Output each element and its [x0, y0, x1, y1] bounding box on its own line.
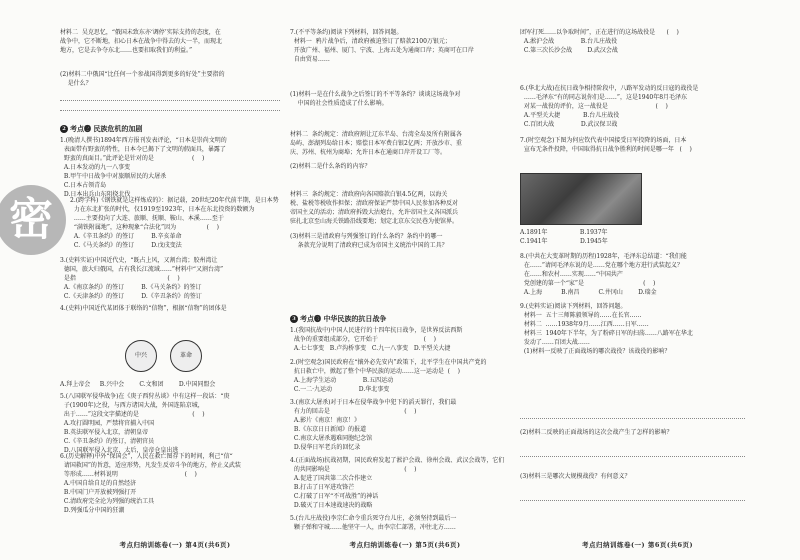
- question-1: 1.(我国抗战中)中国人民进行的十四年抗日战争，是世界反法西斯 战争的重要组成部分，它开始于 ( ) A.七七事变 B.卢沟桥事变 C.九一八事变 D.平型关大捷: [290, 327, 463, 352]
- token-coin-icon: 中兴: [125, 340, 157, 372]
- question-9: 9.(史料实证)阅读下列材料，回答问题。 材料一 五十三师陈毅领导的……在长官…… 材料二 ……1938年9月……江西……日军…… 材料三 1940年下半年，为了粉碎日军的扫荡……八路军在华北 发动了……百团大战…… (1)材料一反映了正面战场的哪次战役？该战役的影响？: [520, 303, 693, 355]
- answer-line[interactable]: [520, 500, 745, 501]
- material-two-text: 材料二 吴克思忆，“俄国未致东亦‘调停’实际支持的态度，在 战争中，它不断地，扣心日本在战争中得去的大一半，而现北 地方，它是去争夺东北……也要扣取我们的利益。”: [60, 29, 223, 54]
- page-5-column: [290, 0, 520, 560]
- question-8: 8.(中共在大变革时期的历程)1928年，毛泽东总结道：“我们能 在……”请问毛泽东说的是……党在哪个地方进行武装起义？ 在……和农村……实现……“中国共产 党创建的第一个“家”是 ( ) A.上海 B.南昌 C.井冈山 D.瑞金: [520, 253, 687, 296]
- answer-line[interactable]: [520, 418, 745, 419]
- section-number-icon: 2: [60, 125, 68, 133]
- page-4-column: [60, 0, 290, 560]
- question-3: 3.(史料实证)中国近代史，“既占上风，又割台湾；胶州湾让 德国，旅大归俄国，占有我长江流域……”材料中“又割台湾” 是指 ( ) A.《南京条约》的签订 B.《马关条约》的签订 C.《天津条约》的签订 D.《辛丑条约》的签订: [60, 257, 224, 300]
- surrender-ceremony-photo: [520, 173, 642, 225]
- question-4: 4.(史料)中国近代某团体于联络的“信物”，根据“信物”的团体是: [60, 305, 227, 312]
- secret-stamp: 密: [0, 185, 66, 255]
- question-7: 7.(时空观念)下图为何应钦代表中国接受日军投降的场面，日本 宣布无条件投降，中国取得抗日战争胜利的时间是哪一年 ( ): [520, 137, 692, 153]
- question-6: 6.(历史解释)中外“保国会”，人民在救亡图存下的时间，利己“信“ 请国救国”的旨意，适应形势，凡发生反帝斗争的地方，停止义武装 等形成……材料说明 ( ) A.中国自给自足的自然经济 B.中国门户开放被列强打开 C.清政府完全沦为列强的统治工具 D.列强瓜分中国的狂潮: [60, 453, 241, 514]
- answer-line[interactable]: [60, 100, 280, 101]
- page-footer: 考点归纳训练卷(一) 第6页(共6页): [581, 541, 694, 549]
- section-heading: 2 考点❷ 民族危机的加剧: [60, 124, 142, 133]
- question-7-part-3: (3)材料三是清政府与列强签订的什么条约？条约中的哪一 条款充分说明了清政府已成为帝国主义统治中国的工具？: [290, 233, 448, 249]
- section-number-icon: 3: [290, 315, 298, 323]
- question-7-part-2: (2)材料二是什么条约的内容？: [290, 163, 371, 170]
- question-2: 2.(跨学科)《钢铁就是这样炼成的》：据记载，20世纪20年代前半期，是日本势 力在东北扩张的时代，仅1919至1923年，日本在东北投资的数额为 ……主要投向了大连、旅顺、抚顺、鞍山、本溪……至于 “满铁附属地”，这种现象“合法化”因为 ( ) A.《辛丑条约》的签订 B.辛亥革命 C.《马关条约》的签订 D.戊戌变法: [70, 197, 279, 249]
- token-images: [115, 340, 235, 374]
- question-7-part-1: (1)材料一是在什么战争之后签订的不平等条约？谈谈这场战争对 中国的社会性质造成了什么影响。: [290, 91, 461, 107]
- question-7-material-one: 7.(不平等条约)阅读下列材料，回答问题。 材料一 鸦片战争后，清政府被迫签订了赔款2100万银元； 开放广州、福州、厦门、宁波、上海五处为通商口岸；英商可在口岸 自由贸易……: [290, 29, 474, 63]
- question-4: 4.(正面战场)抗战初期，国民政府发起了淞沪会战、徐州会战、武汉会战等，它们 的共同影响是 ( ) A.促进了国共第二次合作建立 B.打击了日军进攻锋芒 C.打破了日军“不可战胜”的神话 D.破灭了日本速战速决的战略: [290, 457, 505, 509]
- question-2: 2.(时空观念)国民政府在“攘外必先安内”政策下，北平学生在中国共产党的 抗日救亡中，掀起了整个中华民族的运动……这一运动是 ( ) A.上海学生运动 B.五四运动 C.一二·九运动 D.华北事变: [290, 359, 487, 393]
- section-title: 中华民族的抗日战争: [323, 314, 387, 323]
- question-4-options: A.拜上帝会 B.兴中会 C.文和团 D.中国同盟会: [60, 381, 216, 388]
- section-heading: 3 考点❸ 中华民族的抗日战争: [290, 314, 386, 323]
- question-6: 6.(华北大战)在抗日战争相持阶段中，八路军发动的反日寇的战役是 ……毛泽东“有的同志说你们是……”，这是1940年8月毛泽东 对某一战役的评价，这一战役是 ( ) A.平型关大捷 B.台儿庄战役 C.百团大战 D.武汉保卫战: [520, 85, 699, 128]
- question-7-material-two: 材料二 条约规定：清政府割让辽东半岛、台湾全岛及所有附属各 岛屿、澎湖列岛给日本；赔偿日本军费白银2亿两；开放沙市、重 庆、苏州、杭州为商埠；允许日本在通商口岸开设工厂等。: [290, 131, 462, 156]
- question-5: 5.(台儿庄战役)李宗仁命令重兵死守台儿庄，必须坚持到最后一 颗子弹和守城……他坚守一人，由李宗仁部署，冲往北方……: [290, 515, 457, 531]
- question-9-part-2: (2)材料二反映的正面战场的这次会战产生了怎样的影响？: [520, 429, 673, 436]
- answer-line[interactable]: [520, 456, 745, 457]
- answer-line[interactable]: [60, 110, 280, 111]
- section-title: 民族危机的加剧: [93, 124, 143, 133]
- question-2-prompt: (2)材料二中俄国“比任何一个参战国得到更多的好处”主要指的 是什么？: [60, 71, 225, 87]
- page-footer: 考点归纳训练卷(一) 第4页(共6页): [119, 541, 231, 549]
- question-3: 3.(南京大屠杀)对于日本在侵华战争中犯下的滔天罪行，我们最 有力的回击是 ( ) A.影片《南京！南京！》 B.《东京日日新闻》的报道 C.南京大屠杀遇难同胞纪念馆 D.侵华日军老兵的回忆录: [290, 399, 457, 451]
- question-5: 5.(八国联军侵华战争)在《庚子西狩丛谈》中有这样一段话：“庚 子(1900年)之役，与西方诸国大战，外国连陷京城， 出于……”这段文字描述的是 ( ) A.攻打圆明园，严禁将官捕入中国 B.英法联军侵入北京，清朝皇帝 C.《辛丑条约》的签订，清朝官员 D.八国联军侵入北京，太后，皇帝仓皇出逃: [60, 393, 230, 454]
- page-footer: 考点归纳训练卷(一) 第5页(共6页): [349, 541, 461, 549]
- question-7-material-three: 材料三 条约规定：清政府向各国赔款白银4.5亿两，以海关 税、盐税等税收作担保；清政府保证严禁中国人民参加各种反对 帝国主义的活动；清政府拆毁大沽炮台，允许帝国主义各国派兵 驻扎北京至山海关铁路沿线要地；划定北京东交民巷为使馆界。: [290, 191, 459, 225]
- question-9-part-3: (3)材料三是哪次大规模战役？有何意义？: [520, 473, 631, 480]
- question-5-continued: 团军打死……以争取时间”，正在进行的这场战役是 ( ) A.淞沪会战 B.台儿庄战役 C.第三次长沙会战 D.武汉会战: [520, 29, 679, 54]
- page-6-column: [520, 0, 755, 560]
- token-coin-icon: 革命: [170, 340, 202, 372]
- question-1: 1.(晚清人撰书)1894年西方报刊发表评论，“日本是崇尚文明的 表面带有野蛮的特性，日本今已揭下了文明的假面具，暴露了 野蛮的真面目。”此评论是针对的是 ( ) A.日本发动的九一八事变 B.甲午中日战争中对旅顺居民的大屠杀 C.日本占领青岛 D.日本出兵山东阻挠北伐: [60, 137, 227, 198]
- question-7-options: A.1891年 B.1937年 C.1941年 D.1945年: [520, 229, 608, 245]
